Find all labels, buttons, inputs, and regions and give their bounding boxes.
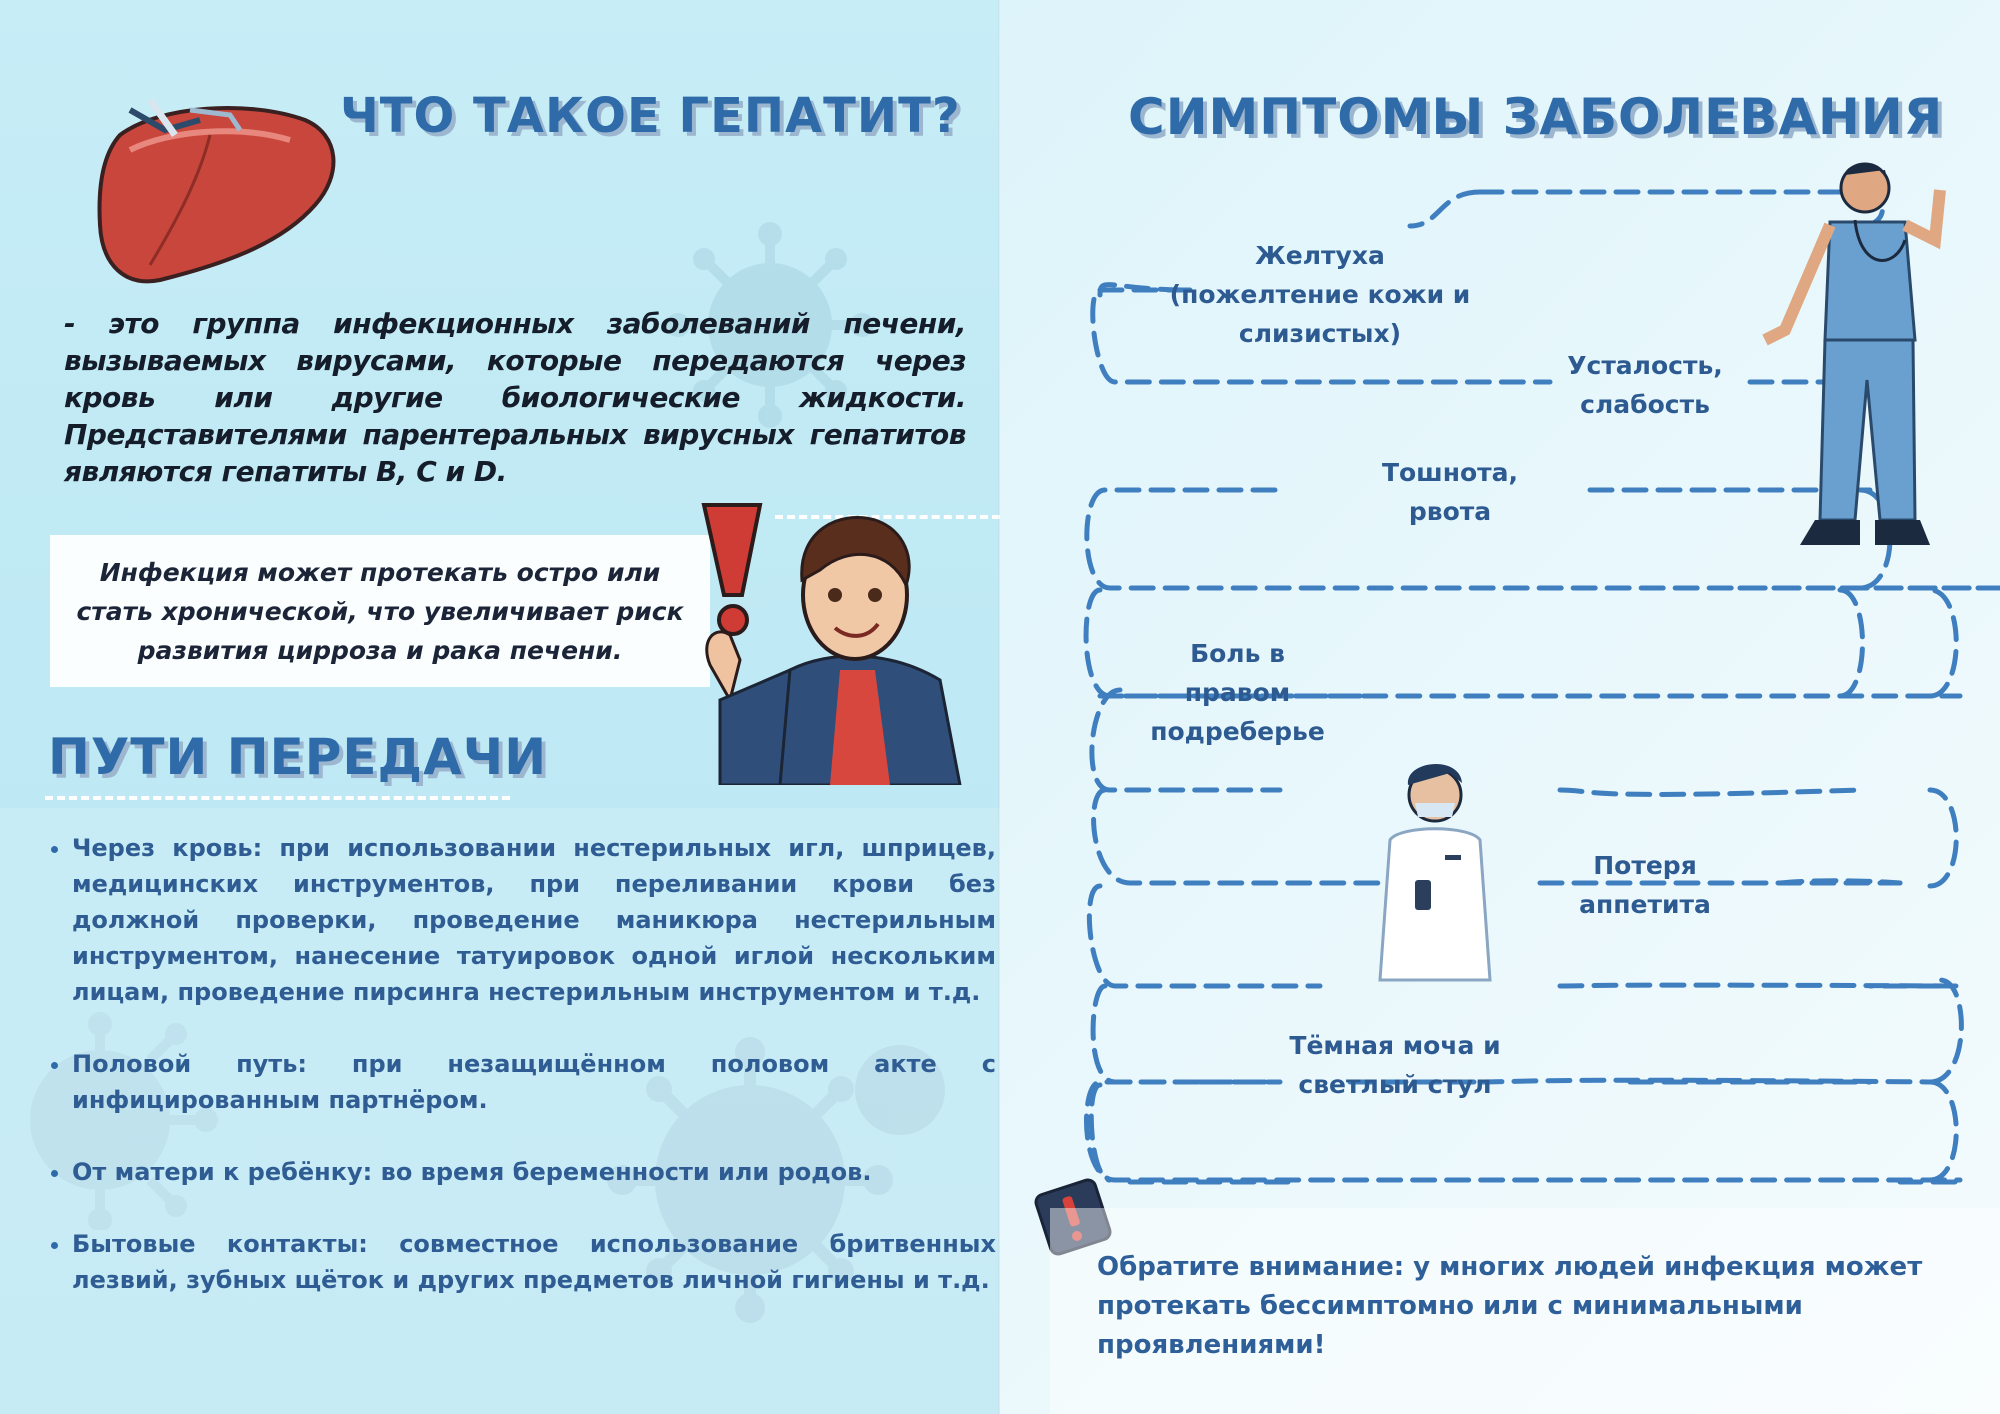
symptom-nausea: Тошнота, рвота bbox=[1381, 458, 1519, 526]
list-item: • Бытовые контакты: совместное использование бритвенных лезвий, зубных щёток и других предметов личной гигиены и т.д. bbox=[72, 1226, 996, 1298]
transmission-list bbox=[40, 830, 996, 1298]
list-item: • Через кровь: при использовании нестерильных игл, шприцев, медицинских инструментов, при переливании крови без должной проверки, проведение маникюра нестерильным инструментом, нанесение татуировок одной иглой нескольким лицам, проведение пирсинга нестерильным инструментом и т.д. bbox=[72, 830, 996, 1010]
attention-note: Обратите внимание: у многих людей инфекция может протекать бессимптомно или с минимальными проявлениями! bbox=[1097, 1252, 1923, 1360]
symptom-dark-urine: Тёмная моча и светлый стул bbox=[1289, 1031, 1501, 1099]
right-page bbox=[1000, 0, 2000, 1414]
info-box bbox=[50, 535, 710, 687]
symptom-appetite-loss: Потеря аппетита bbox=[1579, 851, 1711, 919]
man-with-exclamation-icon bbox=[690, 500, 970, 785]
symptom-fatigue: Усталость, слабость bbox=[1567, 351, 1723, 419]
doctor-stethoscope-icon bbox=[1745, 160, 1975, 560]
symptom-pain: Боль в правом подреберье bbox=[1150, 639, 1325, 746]
list-item: • Половой путь: при незащищённом половом акте с инфицированным партнёром. bbox=[72, 1046, 996, 1118]
info-box-text: Инфекция может протекать остро или стать хронической, что увеличивает риск развития цирроза и рака печени. bbox=[76, 557, 684, 665]
section-title-transmission: ПУТИ ПЕРЕДАЧИ bbox=[48, 728, 548, 786]
symptom-jaundice: Желтуха (пожелтение кожи и слизистых) bbox=[1169, 241, 1471, 348]
doctor-vial-icon bbox=[1360, 755, 1510, 985]
page-title-symptoms: СИМПТОМЫ ЗАБОЛЕВАНИЯ bbox=[1128, 88, 1944, 146]
page-title-what-is-hepatitis: ЧТО ТАКОЕ ГЕПАТИТ? bbox=[340, 88, 961, 144]
hepatitis-definition: - это группа инфекционных заболеваний печени, вызываемых вирусами, которые передаются через кровь или другие биологические жидкости. Представителями парентеральных вирусных гепатитов являются гепатиты B, C и D. bbox=[64, 307, 966, 488]
liver-icon bbox=[90, 95, 345, 295]
list-item: • От матери к ребёнку: во время беременности или родов. bbox=[72, 1154, 996, 1190]
divider bbox=[45, 796, 510, 800]
